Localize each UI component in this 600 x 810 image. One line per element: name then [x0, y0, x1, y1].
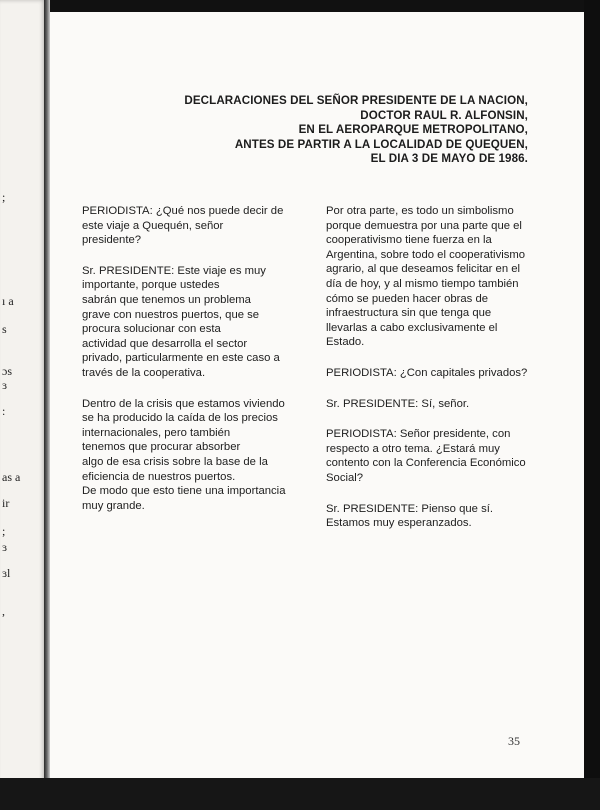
- paragraph-question-3: [326, 427, 542, 485]
- facing-page-fragment: :: [2, 404, 6, 418]
- facing-page-fragment: ;: [2, 524, 6, 538]
- paragraph-answer-1: [82, 264, 294, 381]
- title-line: EN EL AEROPARQUE METROPOLITANO,: [298, 123, 528, 137]
- page-number: 35: [508, 734, 520, 748]
- text-line: grave con nuestros puertos, que se: [82, 308, 260, 321]
- left-text-column: [82, 204, 294, 529]
- document-page: [50, 12, 584, 780]
- text-line: Sr. PRESIDENTE: Pienso que sí.: [326, 502, 494, 515]
- text-line: algo de esa crisis sobre la base de la: [82, 455, 268, 468]
- facing-page-fragment: ɔs: [2, 364, 12, 378]
- text-line: presidente?: [82, 234, 142, 247]
- facing-page-fragment: as a: [2, 470, 21, 484]
- text-line: internacionales, pero también: [82, 426, 231, 439]
- text-line: Estado.: [326, 336, 365, 349]
- text-line: día de hoy, y al mismo tiempo también: [326, 277, 519, 290]
- text-line: respecto a otro tema. ¿Estará muy: [326, 442, 500, 455]
- facing-page-fragment: ɜl: [2, 566, 11, 580]
- text-line: PERIODISTA: Señor presidente, con: [326, 428, 511, 441]
- paragraph-answer-2: [326, 397, 542, 412]
- text-line: Dentro de la crisis que estamos viviendo: [82, 397, 285, 410]
- text-line: procura solucionar con esta: [82, 323, 221, 336]
- paragraph-question-2: [326, 366, 542, 381]
- facing-page-fragment: ;: [2, 190, 6, 204]
- text-line: Argentina, sobre todo el cooperativismo: [326, 248, 526, 261]
- paragraph-answer-1-end: [326, 204, 542, 350]
- text-line: importante, porque ustedes: [82, 279, 220, 292]
- text-line: llevarlas a cabo exclusivamente el: [326, 321, 498, 334]
- text-line: infraestructura sin que tenga que: [326, 307, 492, 320]
- scan-right-border: [584, 0, 600, 790]
- facing-page-fragment: s: [2, 322, 7, 336]
- text-line: Sr. PRESIDENTE: Este viaje es muy: [82, 264, 266, 277]
- text-line: se ha producido la caída de los precios: [82, 412, 278, 425]
- text-line: muy grande.: [82, 499, 145, 512]
- facing-page-edge: [0, 0, 46, 790]
- text-line: actividad que desarrolla el sector: [82, 337, 248, 350]
- text-line: sabrán que tenemos un problema: [82, 293, 251, 306]
- text-line: PERIODISTA: ¿Qué nos puede decir de: [82, 205, 284, 217]
- text-line: Sr. PRESIDENTE: Sí, señor.: [326, 397, 470, 410]
- paragraph-question-1: [82, 204, 294, 248]
- scan-bottom-border: [0, 778, 600, 810]
- facing-page-fragment: ɜ: [2, 540, 8, 554]
- text-line: cooperativismo tiene fuerza en la: [326, 234, 492, 247]
- title-line: ANTES DE PARTIR A LA LOCALIDAD DE QUEQUEN,: [234, 137, 528, 151]
- title-line: DOCTOR RAUL R. ALFONSIN,: [360, 108, 528, 122]
- text-line: través de la cooperativa.: [82, 366, 206, 379]
- paragraph-answer-1-cont: [82, 397, 294, 514]
- right-text-column: [326, 204, 542, 547]
- text-line: PERIODISTA: ¿Con capitales privados?: [326, 366, 528, 379]
- text-line: cómo se pueden hacer obras de: [326, 292, 489, 305]
- text-line: Social?: [326, 471, 364, 484]
- text-line: contento con la Conferencia Económico: [326, 457, 526, 470]
- facing-page-fragment: ir: [2, 496, 10, 510]
- paragraph-answer-3: [326, 502, 542, 531]
- text-line: porque demuestra por una parte que el: [326, 219, 522, 232]
- facing-page-fragment: ı a: [2, 294, 14, 308]
- text-line: De modo que esto tiene una importancia: [82, 485, 286, 498]
- facing-page-fragment: ,: [2, 604, 5, 618]
- text-line: Por otra parte, es todo un simbolismo: [326, 205, 514, 217]
- title-line: DECLARACIONES DEL SEÑOR PRESIDENTE DE LA NACION,: [184, 94, 528, 107]
- title-line: EL DIA 3 DE MAYO DE 1986.: [370, 152, 528, 166]
- page-title: [184, 94, 528, 167]
- text-line: privado, particularmente en este caso a: [82, 352, 280, 365]
- facing-page-fragment: ɜ: [2, 378, 8, 392]
- text-line: tenemos que procurar absorber: [82, 441, 241, 454]
- text-line: eficiencia de nuestros puertos.: [82, 470, 236, 483]
- text-line: Estamos muy esperanzados.: [326, 517, 472, 530]
- text-line: agrario, al que deseamos felicitar en el: [326, 263, 521, 276]
- text-line: este viaje a Quequén, señor: [82, 219, 224, 232]
